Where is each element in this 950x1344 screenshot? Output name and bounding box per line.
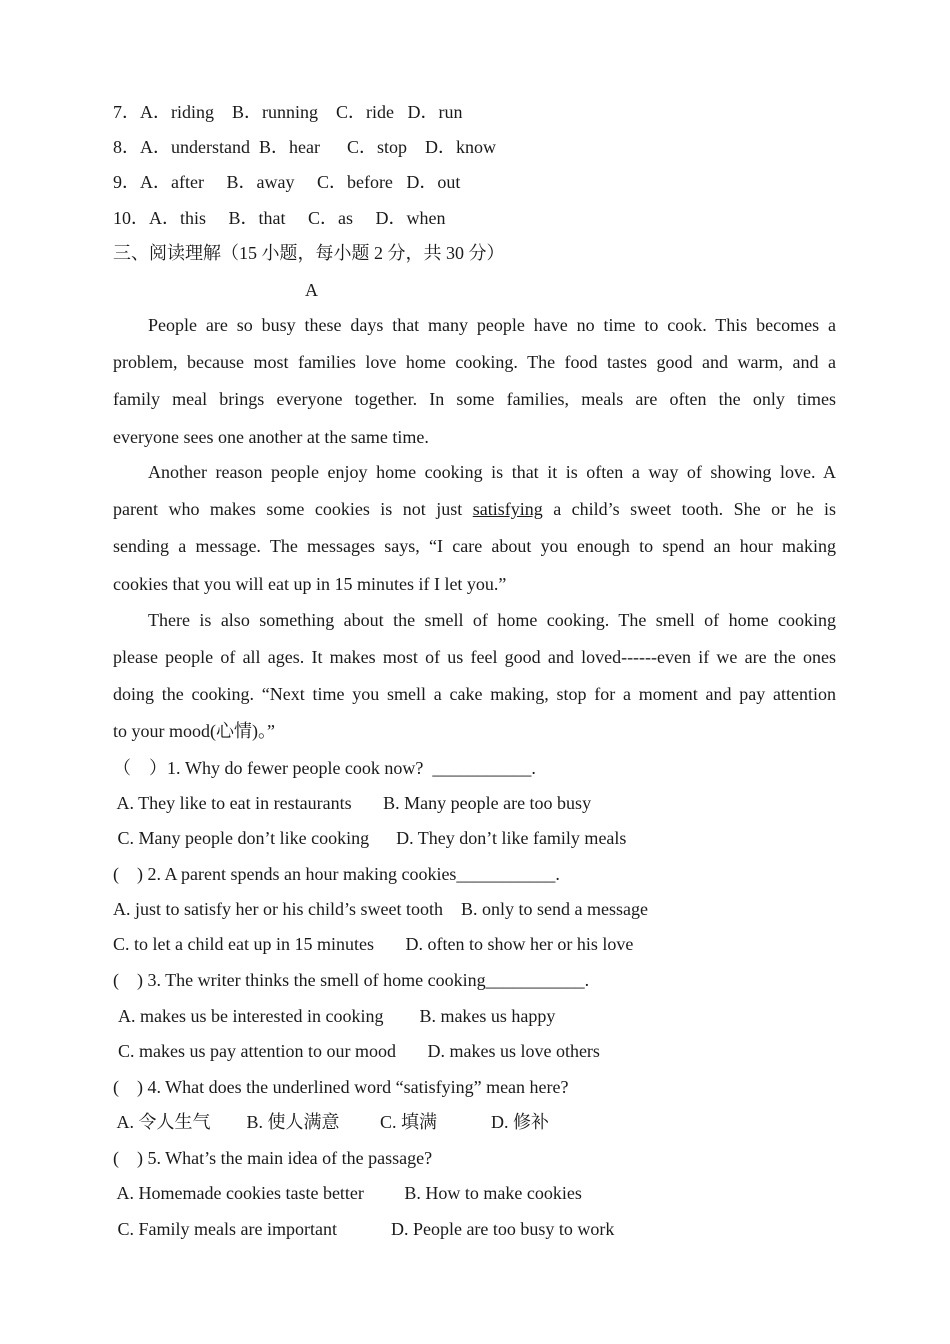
passage-p1-line-4: everyone sees one another at the same time.	[113, 427, 429, 447]
passage-p3-line-3: doing the cooking. “Next time you smell a cake making, stop for a moment and pay attention	[113, 684, 836, 704]
section-heading: 三、阅读理解（15 小题，每小题 2 分，共 30 分）	[113, 243, 505, 263]
cloze-option-9: 9．A．after B．away C．before D．out	[113, 172, 461, 192]
passage-p3-line-2: please people of all ages. It makes most of us feel good and loved------even if we are the ones	[113, 647, 836, 667]
question-2-options-ab: A. just to satisfy her or his child’s sweet tooth B. only to send a message	[113, 899, 648, 919]
question-2-options-cd: C. to let a child eat up in 15 minutes D. often to show her or his love	[113, 934, 634, 954]
passage-p1-line-2: problem, because most families love home cooking. The food tastes good and warm, and a	[113, 352, 836, 372]
question-4-stem: ( ) 4. What does the underlined word “satisfying” mean here?	[113, 1077, 569, 1097]
p2-text-after: a child’s sweet tooth. She or he is	[542, 499, 836, 519]
passage-label: A	[305, 280, 318, 300]
question-5-options-cd: C. Family meals are important D. People are too busy to work	[113, 1219, 615, 1239]
passage-p2-line-2	[113, 497, 836, 521]
passage-p3-line-1: There is also something about the smell of home cooking. The smell of home cooking	[148, 610, 836, 630]
p2-text-before: parent who makes some cookies is not just	[113, 499, 473, 519]
cloze-option-7: 7．A．riding B．running C．ride D．run	[113, 102, 463, 122]
question-3-stem: ( ) 3. The writer thinks the smell of home cooking___________.	[113, 970, 590, 990]
passage-p3-line-4: to your mood(心情)。”	[113, 721, 275, 741]
cloze-option-10: 10．A．this B．that C．as D．when	[113, 208, 446, 228]
question-2-stem: ( ) 2. A parent spends an hour making cookies___________.	[113, 864, 560, 884]
question-5-stem: ( ) 5. What’s the main idea of the passage?	[113, 1148, 433, 1168]
passage-p2-line-3: sending a message. The messages says, “I care about you enough to spend an hour making	[113, 536, 836, 556]
question-1-options-cd: C. Many people don’t like cooking D. They don’t like family meals	[113, 828, 627, 848]
passage-p2-line-1: Another reason people enjoy home cooking is that it is often a way of showing love. A	[148, 462, 836, 482]
passage-p1-line-3: family meal brings everyone together. In some families, meals are often the only times	[113, 389, 836, 409]
passage-p1-line-1: People are so busy these days that many people have no time to cook. This becomes a	[148, 315, 836, 335]
question-3-options-ab: A. makes us be interested in cooking B. makes us happy	[118, 1006, 556, 1026]
underlined-word-satisfying: satisfying	[472, 499, 543, 519]
question-4-options: A. 令人生气 B. 使人满意 C. 填满 D. 修补	[113, 1112, 550, 1132]
question-3-options-cd: C. makes us pay attention to our mood D. makes us love others	[118, 1041, 600, 1061]
question-5-options-ab: A. Homemade cookies taste better B. How to make cookies	[113, 1183, 582, 1203]
question-1-options-ab: A. They like to eat in restaurants B. Many people are too busy	[113, 793, 592, 813]
cloze-option-8: 8．A．understand B．hear C．stop D．know	[113, 137, 496, 157]
passage-p2-line-4: cookies that you will eat up in 15 minutes if I let you.”	[113, 574, 507, 594]
question-1-stem: （ ）1. Why do fewer people cook now? ___________.	[113, 758, 536, 778]
